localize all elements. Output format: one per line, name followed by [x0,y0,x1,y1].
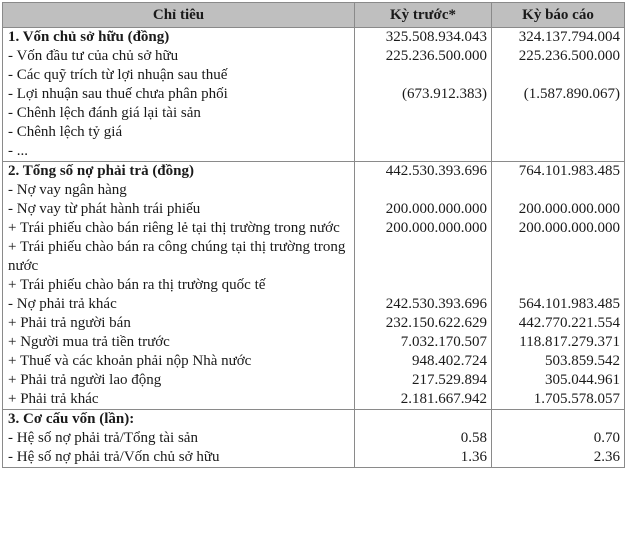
row-current-value: 225.236.500.000 [492,47,625,66]
table-row [3,200,625,219]
header-label: Chỉ tiêu [3,3,355,28]
row-current-value [492,66,625,85]
row-current-value: 764.101.983.485 [492,162,625,182]
row-label: - Vốn đầu tư của chủ sở hữu [3,47,355,66]
row-label: - Nợ vay từ phát hành trái phiếu [3,200,355,219]
row-current-value: 0.70 [492,429,625,448]
row-label: 2. Tổng số nợ phải trả (đồng) [3,162,355,182]
row-prev-value: 232.150.622.629 [355,314,492,333]
table-row [3,352,625,371]
row-current-value [492,104,625,123]
table-row [3,142,625,162]
table-row [3,66,625,85]
row-current-value [492,238,625,276]
table-row [3,28,625,48]
table-body [3,28,625,468]
table-row [3,181,625,200]
row-prev-value: 217.529.894 [355,371,492,390]
row-prev-value [355,123,492,142]
table-row [3,371,625,390]
row-prev-value: 200.000.000.000 [355,219,492,238]
row-prev-value: 442.530.393.696 [355,162,492,182]
row-prev-value [355,66,492,85]
table-row [3,219,625,238]
row-prev-value [355,238,492,276]
row-label: - Chênh lệch tỷ giá [3,123,355,142]
table-row [3,104,625,123]
header-prev-period: Kỳ trước* [355,3,492,28]
row-label: - Chênh lệch đánh giá lại tài sản [3,104,355,123]
row-current-value: 305.044.961 [492,371,625,390]
row-label: + Phải trả người lao động [3,371,355,390]
table-row [3,390,625,410]
header-row [3,3,625,28]
table-row [3,276,625,295]
row-label: 3. Cơ cấu vốn (lần): [3,410,355,430]
row-prev-value [355,104,492,123]
row-prev-value [355,276,492,295]
row-current-value [492,142,625,162]
row-prev-value: 1.36 [355,448,492,468]
row-label: + Trái phiếu chào bán ra công chúng tại thị trường trong nước [3,238,355,276]
row-label: + Trái phiếu chào bán ra thị trường quốc tế [3,276,355,295]
table-row [3,162,625,182]
row-label: - Hệ số nợ phải trả/Tổng tài sản [3,429,355,448]
row-prev-value: 242.530.393.696 [355,295,492,314]
table-row [3,314,625,333]
row-prev-value: 225.236.500.000 [355,47,492,66]
row-label: + Trái phiếu chào bán riêng lẻ tại thị trường trong nước [3,219,355,238]
row-label: - Lợi nhuận sau thuế chưa phân phối [3,85,355,104]
row-current-value: 118.817.279.371 [492,333,625,352]
table-row [3,85,625,104]
row-label: + Thuế và các khoản phải nộp Nhà nước [3,352,355,371]
row-label: - Hệ số nợ phải trả/Vốn chủ sở hữu [3,448,355,468]
row-prev-value: 7.032.170.507 [355,333,492,352]
table-row [3,47,625,66]
row-current-value [492,410,625,430]
table-row [3,429,625,448]
row-label: - Nợ vay ngân hàng [3,181,355,200]
row-prev-value: 325.508.934.043 [355,28,492,48]
financial-table [2,2,625,468]
row-prev-value: (673.912.383) [355,85,492,104]
row-prev-value: 2.181.667.942 [355,390,492,410]
row-label: - ... [3,142,355,162]
table-row [3,295,625,314]
row-prev-value [355,410,492,430]
row-current-value: (1.587.890.067) [492,85,625,104]
row-current-value [492,123,625,142]
row-prev-value: 0.58 [355,429,492,448]
row-current-value: 1.705.578.057 [492,390,625,410]
row-label: + Phải trả khác [3,390,355,410]
row-label: - Nợ phải trả khác [3,295,355,314]
row-current-value: 442.770.221.554 [492,314,625,333]
row-label: + Người mua trả tiền trước [3,333,355,352]
row-current-value: 503.859.542 [492,352,625,371]
row-current-value [492,276,625,295]
row-current-value: 2.36 [492,448,625,468]
row-current-value: 200.000.000.000 [492,200,625,219]
row-current-value: 324.137.794.004 [492,28,625,48]
table-row [3,123,625,142]
row-label: + Phải trả người bán [3,314,355,333]
row-prev-value [355,181,492,200]
row-label: - Các quỹ trích từ lợi nhuận sau thuế [3,66,355,85]
table-row [3,410,625,430]
table-row [3,238,625,276]
row-prev-value [355,142,492,162]
header-current-period: Kỳ báo cáo [492,3,625,28]
row-prev-value: 200.000.000.000 [355,200,492,219]
table-row [3,448,625,468]
row-label: 1. Vốn chủ sở hữu (đồng) [3,28,355,48]
row-current-value: 564.101.983.485 [492,295,625,314]
row-prev-value: 948.402.724 [355,352,492,371]
table-row [3,333,625,352]
row-current-value [492,181,625,200]
row-current-value: 200.000.000.000 [492,219,625,238]
